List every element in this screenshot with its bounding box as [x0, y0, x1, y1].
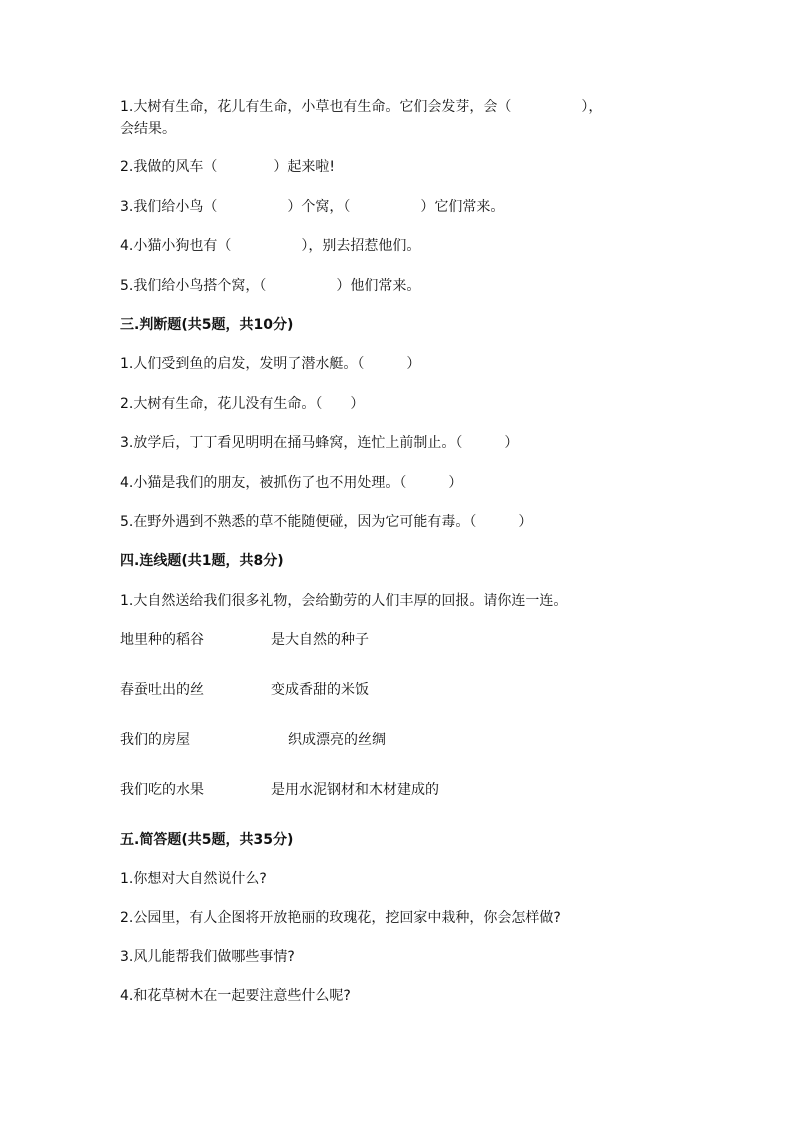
matching-question: 1.大自然送给我们很多礼物，会给勤劳的人们丰厚的回报。请你连一连。 — [120, 593, 568, 609]
matching-right-item-2: 变成香甜的米饭 — [271, 682, 369, 698]
judge-item-1: 1.人们受到鱼的启发，发明了潜水艇。（ ） — [120, 356, 421, 372]
fill-blank-item-3: 3.我们给小鸟（ ）个窝，（ ）它们常来。 — [120, 199, 505, 215]
short-answer-item-1: 1.你想对大自然说什么? — [120, 871, 267, 887]
fill-blank-item-5: 5.我们给小鸟搭个窝，（ ）他们常来。 — [120, 278, 421, 294]
judge-item-4: 4.小猫是我们的朋友，被抓伤了也不用处理。（ ） — [120, 475, 463, 491]
matching-right-item-3: 织成漂亮的丝绸 — [288, 732, 386, 748]
judge-heading: 三.判断题(共5题，共10分) — [120, 317, 294, 333]
fill-blank-item-1-line1: 1.大树有生命，花儿有生命，小草也有生命。它们会发芽，会（ ）， — [120, 99, 603, 115]
matching-right-item-1: 是大自然的种子 — [271, 632, 369, 648]
fill-blank-item-2: 2.我做的风车（ ）起来啦! — [120, 159, 335, 175]
judge-item-2: 2.大树有生命，花儿没有生命。（ ） — [120, 396, 365, 412]
fill-blank-item-1-line2: 会结果。 — [120, 121, 176, 137]
matching-left-item-1: 地里种的稻谷 — [120, 632, 204, 648]
matching-heading: 四.连线题(共1题，共8分) — [120, 553, 284, 569]
short-answer-item-2: 2.公园里，有人企图将开放艳丽的玫瑰花，挖回家中栽种，你会怎样做? — [120, 910, 561, 926]
fill-blank-item-4: 4.小猫小狗也有（ ），别去招惹他们。 — [120, 238, 421, 254]
judge-item-5: 5.在野外遇到不熟悉的草不能随便碰，因为它可能有毒。（ ） — [120, 514, 533, 530]
judge-item-3: 3.放学后，丁丁看见明明在捅马蜂窝，连忙上前制止。（ ） — [120, 435, 519, 451]
matching-left-item-4: 我们吃的水果 — [120, 782, 204, 798]
short-answer-heading: 五.简答题(共5题，共35分) — [120, 832, 294, 848]
matching-right-item-4: 是用水泥钢材和木材建成的 — [271, 782, 439, 798]
short-answer-item-3: 3.风儿能帮我们做哪些事情? — [120, 949, 295, 965]
matching-left-item-2: 春蚕吐出的丝 — [120, 682, 204, 698]
short-answer-item-4: 4.和花草树木在一起要注意些什么呢? — [120, 988, 351, 1004]
matching-left-item-3: 我们的房屋 — [120, 732, 190, 748]
